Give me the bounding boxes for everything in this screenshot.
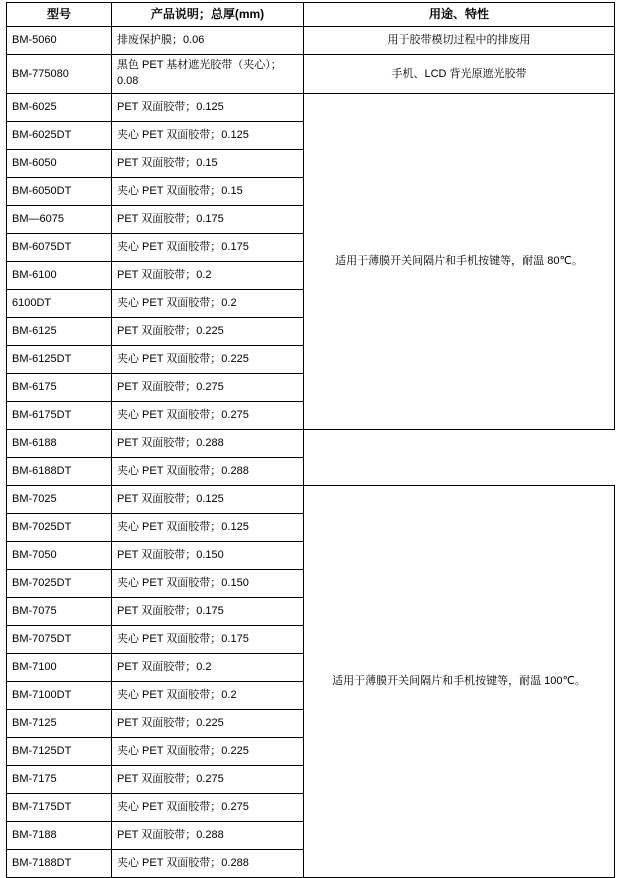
cell-description: PET 双面胶带；0.150 [112,541,304,569]
column-header-model: 型号 [7,3,112,27]
table-header-row [7,3,615,27]
table-row [7,93,615,121]
cell-model: BM-775080 [7,55,112,94]
cell-description: 夹心 PET 双面胶带；0.288 [112,457,304,485]
cell-description: PET 双面胶带；0.175 [112,205,304,233]
cell-description: PET 双面胶带；0.125 [112,485,304,513]
cell-model: BM-6075DT [7,233,112,261]
table-row [7,485,615,513]
product-spec-table [6,2,615,878]
cell-model: BM-6025 [7,93,112,121]
cell-model: BM-7100 [7,653,112,681]
cell-description: 夹心 PET 双面胶带；0.125 [112,513,304,541]
cell-model: BM-7175 [7,765,112,793]
cell-model: BM-7188 [7,821,112,849]
cell-description: PET 双面胶带；0.275 [112,373,304,401]
cell-model: BM-7100DT [7,681,112,709]
table-row [7,27,615,55]
cell-model: BM-6175DT [7,401,112,429]
cell-description: 夹心 PET 双面胶带；0.150 [112,569,304,597]
cell-description: PET 双面胶带；0.225 [112,317,304,345]
cell-description: 排废保护膜；0.06 [112,27,304,55]
cell-description: PET 双面胶带；0.2 [112,261,304,289]
cell-usage: 用于胶带模切过程中的排废用 [304,27,615,55]
cell-description: 夹心 PET 双面胶带；0.225 [112,737,304,765]
cell-model: BM-6125 [7,317,112,345]
cell-model: BM-7025DT [7,569,112,597]
cell-model: BM-7025 [7,485,112,513]
cell-model: BM-6100 [7,261,112,289]
cell-usage: 适用于薄膜开关间隔片和手机按键等，耐温 100℃。 [304,485,615,877]
cell-description: 夹心 PET 双面胶带；0.175 [112,625,304,653]
cell-model: BM-7125DT [7,737,112,765]
cell-description: PET 双面胶带；0.225 [112,709,304,737]
cell-model: BM-6175 [7,373,112,401]
cell-model: BM-7175DT [7,793,112,821]
cell-description: PET 双面胶带；0.288 [112,821,304,849]
cell-description: PET 双面胶带；0.175 [112,597,304,625]
column-header-usage: 用途、特性 [304,3,615,27]
cell-description: PET 双面胶带；0.2 [112,653,304,681]
cell-model: BM-7188DT [7,849,112,877]
table-body [7,27,615,878]
cell-model: BM-7050 [7,541,112,569]
cell-model: BM-6125DT [7,345,112,373]
cell-description: PET 双面胶带；0.15 [112,149,304,177]
cell-description: 夹心 PET 双面胶带；0.125 [112,121,304,149]
cell-description: 夹心 PET 双面胶带；0.2 [112,681,304,709]
cell-model: BM—6075 [7,205,112,233]
cell-description: PET 双面胶带；0.125 [112,93,304,121]
table-row [7,429,615,457]
cell-model: BM-6050 [7,149,112,177]
cell-model: BM-7025DT [7,513,112,541]
cell-model: BM-6188DT [7,457,112,485]
table-row [7,457,615,485]
spec-sheet [6,0,618,878]
cell-description: 夹心 PET 双面胶带；0.275 [112,401,304,429]
cell-description: 夹心 PET 双面胶带；0.225 [112,345,304,373]
cell-description: 夹心 PET 双面胶带；0.275 [112,793,304,821]
cell-description: 夹心 PET 双面胶带；0.175 [112,233,304,261]
cell-description: 黑色 PET 基材遮光胶带（夹心）；0.08 [112,55,304,94]
cell-usage: 适用于薄膜开关间隔片和手机按键等，耐温 80℃。 [304,93,615,429]
cell-model: BM-7125 [7,709,112,737]
cell-model: BM-5060 [7,27,112,55]
column-header-description: 产品说明；总厚(mm) [112,3,304,27]
cell-description: 夹心 PET 双面胶带；0.15 [112,177,304,205]
cell-description: 夹心 PET 双面胶带；0.288 [112,849,304,877]
cell-description: PET 双面胶带；0.275 [112,765,304,793]
cell-model: BM-6050DT [7,177,112,205]
cell-model: 6100DT [7,289,112,317]
cell-description: PET 双面胶带；0.288 [112,429,304,457]
cell-model: BM-7075DT [7,625,112,653]
cell-usage: 手机、LCD 背光原遮光胶带 [304,55,615,94]
cell-model: BM-7075 [7,597,112,625]
cell-description: 夹心 PET 双面胶带；0.2 [112,289,304,317]
cell-model: BM-6025DT [7,121,112,149]
table-row [7,55,615,94]
cell-model: BM-6188 [7,429,112,457]
